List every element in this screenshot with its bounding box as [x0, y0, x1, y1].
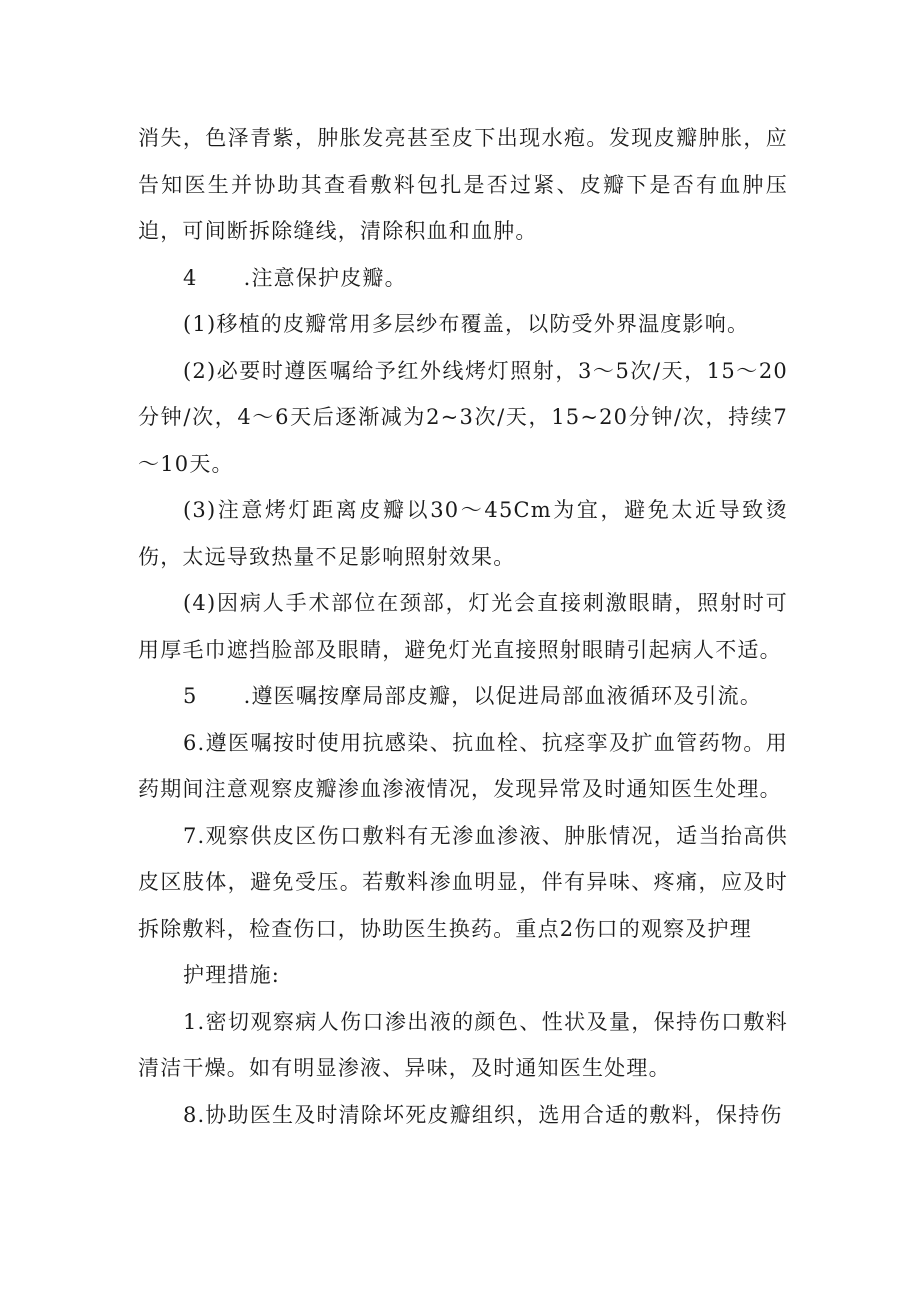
item-heading: .注意保护皮瓣。 — [243, 265, 407, 290]
paragraph-item-4 — [138, 255, 788, 302]
paragraph-subitem-4: (4)因病人手术部位在颈部，灯光会直接刺激眼睛，照射时可用厚毛巾遮挡脸部及眼睛，避免灯光直接照射眼睛引起病人不适。 — [138, 591, 788, 662]
item-number: 5 — [183, 684, 198, 708]
document-body — [138, 115, 788, 1138]
paragraph-measure-8: 8.协助医生及时清除坏死皮瓣组织，选用合适的敷料，保持伤 — [183, 1102, 783, 1127]
paragraph-measure-1: 1.密切观察病人伤口渗出液的颜色、性状及量，保持伤口敷料清洁干燥。如有明显渗液、异味，及时通知医生处理。 — [138, 1009, 788, 1080]
item-number: 4 — [183, 265, 198, 290]
paragraph-subitem-3: (3)注意烤灯距离皮瓣以30～45Cm为宜，避免太近导致烫伤，太远导致热量不足影响照射效果。 — [138, 498, 788, 569]
paragraph-item-5 — [138, 673, 788, 720]
paragraph-item-7: 7.观察供皮区伤口敷料有无渗血渗液、肿胀情况，适当抬高供皮区肢体，避免受压。若敷料渗血明显，伴有异味、疼痛，应及时拆除敷料，检查伤口，协助医生换药。重点2伤口的观察及护理 — [138, 823, 788, 941]
item-text: .遵医嘱按摩局部皮瓣，以促进局部血液循环及引流。 — [243, 684, 763, 708]
paragraph-item-6: 6.遵医嘱按时使用抗感染、抗血栓、抗痉挛及扩血管药物。用药期间注意观察皮瓣渗血渗液情况，发现异常及时通知医生处理。 — [138, 730, 788, 801]
paragraph-nursing-measures-heading: 护理措施: — [183, 963, 281, 987]
paragraph-subitem-1: (1)移植的皮瓣常用多层纱布覆盖，以防受外界温度影响。 — [183, 312, 750, 336]
paragraph-swelling-continued: 消失，色泽青紫，肿胀发亮甚至皮下出现水疱。发现皮瓣肿胀，应告知医生并协助其查看敷料包扎是否过紧、皮瓣下是否有血肿压迫，可间断拆除缝线，清除积血和血肿。 — [138, 126, 788, 243]
paragraph-subitem-2: (2)必要时遵医嘱给予红外线烤灯照射，3～5次/天，15～20分钟/次，4～6天后逐渐减为2~3次/天，15~20分钟/次，持续7～10天。 — [138, 358, 788, 476]
